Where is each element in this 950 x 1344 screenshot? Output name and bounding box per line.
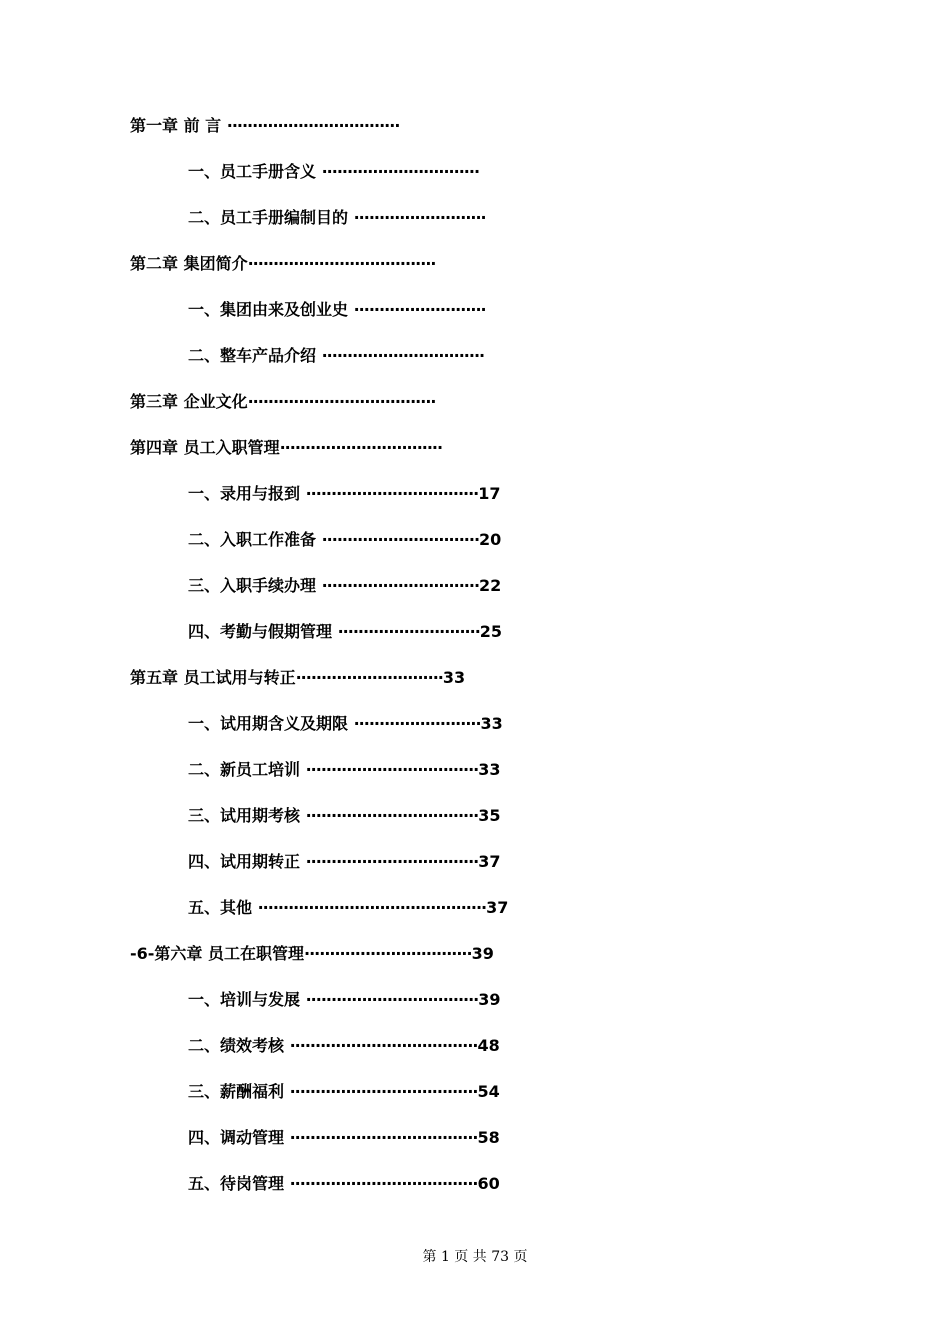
- toc-entry-label: 第五章 员工试用与转正: [130, 668, 296, 687]
- toc-entry-leader: ·····································: [247, 392, 436, 411]
- toc-entry-leader: ·····································: [289, 1174, 478, 1193]
- toc-entry-page: 33: [480, 714, 503, 733]
- toc-entry-page: 48: [477, 1036, 500, 1055]
- toc-entry-label: -6-第六章 员工在职管理: [130, 944, 304, 963]
- toc-entry-leader: ·············································: [257, 898, 487, 917]
- toc-entry-label: 第三章 企业文化: [130, 392, 248, 411]
- toc-entry-leader: ··································: [305, 760, 479, 779]
- toc-entry-page: 39: [471, 944, 494, 963]
- toc-entry: [0, 938, 950, 984]
- toc-entry-label: 第四章 员工入职管理: [130, 438, 280, 457]
- toc-entry-label: 二、员工手册编制目的: [188, 208, 349, 227]
- toc-entry: [0, 1168, 950, 1214]
- toc-entry: [0, 754, 950, 800]
- toc-entry-label: 五、待岗管理: [188, 1174, 285, 1193]
- toc-entry-leader: ··································: [226, 116, 400, 135]
- page-footer: 第 1 页 共 73 页: [422, 1249, 528, 1265]
- toc-entry-label: 一、培训与发展: [188, 990, 301, 1009]
- toc-entry: [0, 524, 950, 570]
- toc-entry-label: 第二章 集团简介: [130, 254, 248, 273]
- toc-entry-leader: ·····································: [289, 1036, 478, 1055]
- toc-entry: [0, 984, 950, 1030]
- toc-entry-page: 22: [479, 576, 502, 595]
- toc-entry-label: 三、入职手续办理: [188, 576, 317, 595]
- toc-entry-page: 54: [477, 1082, 500, 1101]
- toc-entry-label: 二、整车产品介绍: [188, 346, 317, 365]
- toc-entry: [0, 248, 950, 294]
- toc-entry-page: 25: [479, 622, 503, 641]
- toc-entry-label: 三、薪酬福利: [188, 1082, 285, 1101]
- toc-entry-label: 一、录用与报到: [188, 484, 301, 503]
- toc-entry-label: 三、试用期考核: [188, 806, 301, 825]
- toc-entry: [0, 432, 950, 478]
- toc-entry-leader: ··································: [305, 990, 479, 1009]
- toc-entry-page: 33: [478, 760, 501, 779]
- toc-entry: [0, 386, 950, 432]
- toc-entry-page: 58: [477, 1128, 500, 1147]
- toc-entry-leader: ··························: [353, 300, 486, 319]
- toc-entry-page: 60: [477, 1174, 500, 1193]
- toc-entry: [0, 708, 950, 754]
- toc-entry-label: 五、其他: [188, 898, 253, 917]
- toc-entry-label: 四、调动管理: [188, 1128, 285, 1147]
- toc-entry: [0, 202, 950, 248]
- toc-entry-leader: ·······························: [321, 530, 480, 549]
- toc-entry: [0, 1030, 950, 1076]
- toc-entry-leader: ··························: [353, 208, 486, 227]
- toc-entry-label: 四、试用期转正: [188, 852, 301, 871]
- toc-entry-leader: ·································: [304, 944, 472, 963]
- toc-entry: [0, 800, 950, 846]
- toc-entry-leader: ·······························: [321, 162, 480, 181]
- toc-entry-label: 一、试用期含义及期限: [188, 714, 349, 733]
- toc-entry: [0, 1122, 950, 1168]
- table-of-contents: [0, 110, 950, 1214]
- toc-entry-leader: ································: [279, 438, 443, 457]
- toc-entry-page: 33: [442, 668, 466, 687]
- toc-entry-leader: ·····································: [289, 1082, 478, 1101]
- toc-entry-label: 四、考勤与假期管理: [188, 622, 333, 641]
- toc-entry-label: 二、新员工培训: [188, 760, 301, 779]
- toc-entry-page: 37: [478, 852, 501, 871]
- toc-entry: [0, 662, 950, 708]
- toc-entry-leader: ·····································: [289, 1128, 478, 1147]
- toc-entry: [0, 340, 950, 386]
- toc-entry-leader: ··································: [305, 852, 479, 871]
- toc-entry: [0, 110, 950, 156]
- toc-entry-label: 第一章 前 言: [130, 116, 222, 135]
- toc-entry-leader: ·····························: [295, 668, 443, 687]
- toc-entry-leader: ·····································: [247, 254, 436, 273]
- toc-entry-label: 二、绩效考核: [188, 1036, 285, 1055]
- toc-entry: [0, 846, 950, 892]
- toc-entry: [0, 294, 950, 340]
- toc-entry-leader: ····························: [337, 622, 480, 641]
- toc-entry-page: 39: [478, 990, 501, 1009]
- toc-entry-leader: ·························: [353, 714, 481, 733]
- toc-entry-leader: ··································: [305, 806, 479, 825]
- toc-entry-page: 35: [478, 806, 501, 825]
- toc-entry-page: 37: [486, 898, 509, 917]
- toc-entry-leader: ··································: [305, 484, 479, 503]
- toc-entry: [0, 616, 950, 662]
- toc-entry-leader: ·······························: [321, 576, 480, 595]
- toc-entry-label: 二、入职工作准备: [188, 530, 317, 549]
- toc-entry: [0, 478, 950, 524]
- toc-entry: [0, 156, 950, 202]
- toc-entry: [0, 1076, 950, 1122]
- toc-entry-label: 一、集团由来及创业史: [188, 300, 349, 319]
- toc-entry-label: 一、员工手册含义: [188, 162, 317, 181]
- toc-entry: [0, 892, 950, 938]
- toc-entry-page: 20: [479, 530, 502, 549]
- toc-entry-page: 17: [478, 484, 501, 503]
- toc-entry: [0, 570, 950, 616]
- toc-entry-leader: ································: [321, 346, 485, 365]
